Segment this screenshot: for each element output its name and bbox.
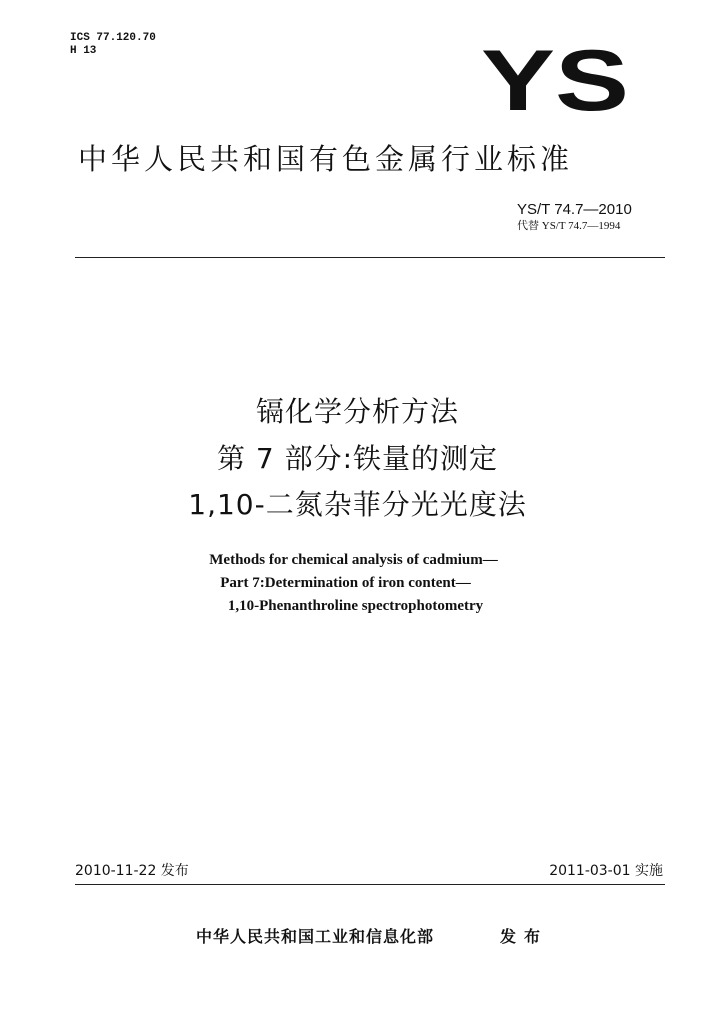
english-title-line-1: Methods for chemical analysis of cadmium— xyxy=(209,552,498,568)
implementation-date: 2011-03-01 实施 xyxy=(549,863,663,879)
classification-codes xyxy=(70,32,156,58)
bottom-divider xyxy=(75,884,665,885)
ys-logo-text: YS xyxy=(481,44,629,114)
ys-logo xyxy=(480,44,630,114)
issue-date: 2010-11-22 发布 xyxy=(75,863,189,879)
chinese-title-line-3: 1,10-二氮杂菲分光光度法 xyxy=(188,488,527,521)
english-title-line-2: Part 7:Determination of iron content— xyxy=(220,575,471,591)
issuing-action: 发布 xyxy=(500,927,549,946)
category-code: H 13 xyxy=(70,45,97,57)
english-title-line-3: 1,10-Phenanthroline spectrophotometry xyxy=(227,598,484,614)
standard-replaces: 代替 YS/T 74.7—1994 xyxy=(517,220,621,232)
standard-number-text: YS/T 74.7—2010 xyxy=(517,201,632,218)
chinese-title-line-2: 第 7 部分:铁量的测定 xyxy=(216,442,499,475)
issuing-authority: 中华人民共和国工业和信息化部 xyxy=(196,927,435,946)
top-divider xyxy=(75,257,665,258)
standard-number xyxy=(517,201,632,219)
chinese-title-line-1: 镉化学分析方法 xyxy=(255,395,459,428)
ics-code: ICS 77.120.70 xyxy=(70,32,156,44)
organization-title: 中华人民共和国有色金属行业标准 xyxy=(78,142,574,176)
